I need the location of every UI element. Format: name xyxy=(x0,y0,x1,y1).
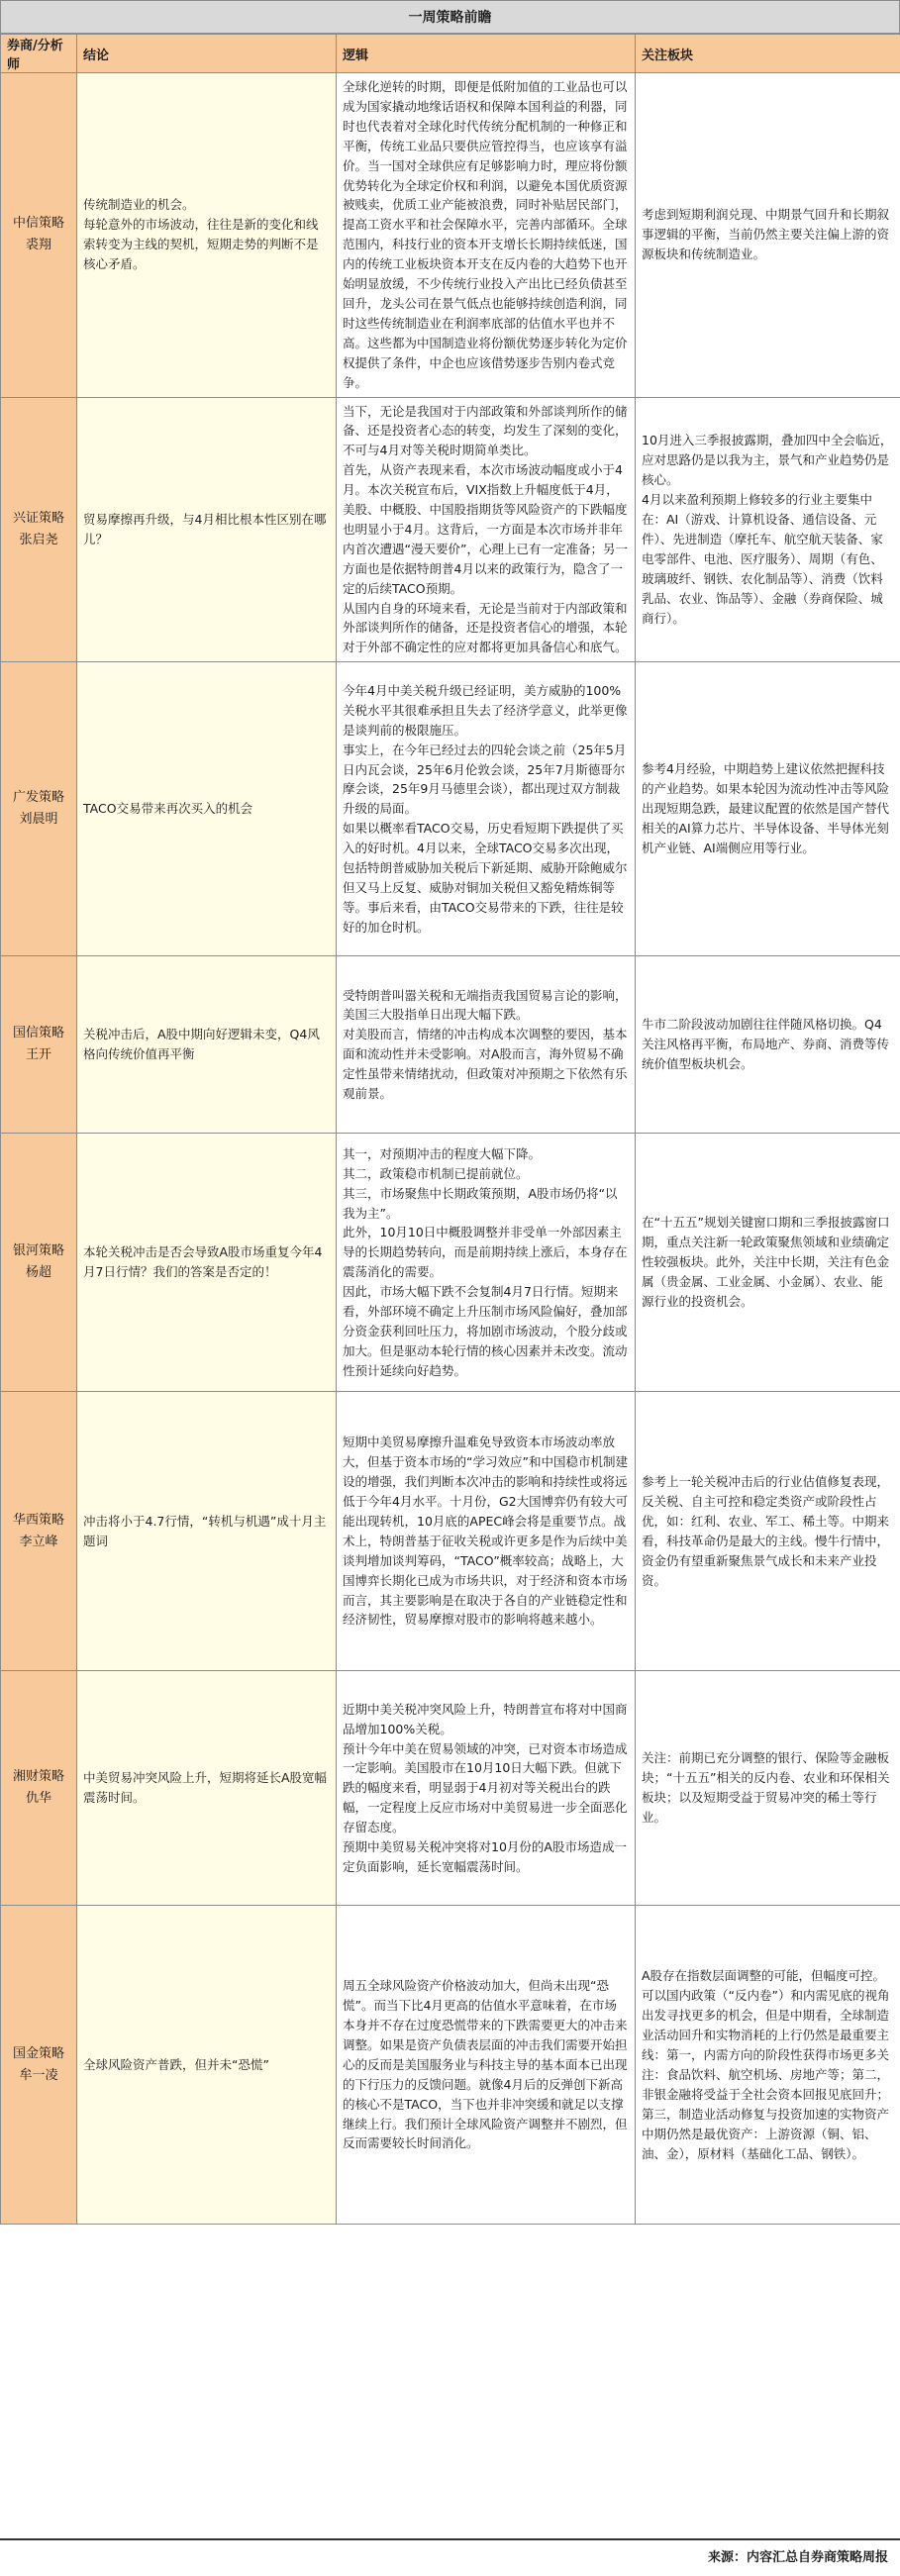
table-row xyxy=(1,397,900,662)
sectors-cell: 参考上一轮关税冲击后的行业估值修复表现，反关税、自主可控和稳定类资产或阶段性占优，如：红利、农业、军工、稀土等。中期来看，科技革命仍是最大的主线。慢牛行情中，资金仍有望重新聚焦景气成长和未来产业投资。 xyxy=(636,1392,900,1671)
firm-cell xyxy=(1,1906,77,2225)
conclusion-cell: 传统制造业的机会。 每轮意外的市场波动，往往是新的变化和线索转变为主线的契机，短期走势的判断不是核心矛盾。 xyxy=(77,73,337,398)
page-title: 一周策略前瞻 xyxy=(0,0,900,34)
conclusion-cell: 全球风险资产普跌，但并未“恐慌” xyxy=(77,1906,337,2225)
firm-cell xyxy=(1,956,77,1134)
conclusion-cell: 冲击将小于4.7行情，“转机与机遇”成十月主题词 xyxy=(77,1392,337,1671)
header-conclusion: 结论 xyxy=(77,35,337,73)
firm-name: 国金策略 xyxy=(7,2043,70,2065)
table-row xyxy=(1,1134,900,1392)
firm-name: 中信策略 xyxy=(7,213,70,235)
table-row xyxy=(1,956,900,1134)
sectors-cell: 牛市二阶段波动加剧往往伴随风格切换。Q4关注风格再平衡，布局地产、券商、消费等传统价值型板块机会。 xyxy=(636,956,900,1134)
firm-cell xyxy=(1,73,77,398)
firm-cell xyxy=(1,1134,77,1392)
source-note: 来源：内容汇总自券商策略周报 xyxy=(0,2538,900,2574)
firm-name: 兴证策略 xyxy=(7,508,70,530)
logic-cell: 今年4月中美关税升级已经证明，美方威胁的100%关税水平其很难承担且失去了经济学意义，此举更像是谈判前的极限施压。 事实上，在今年已经过去的四轮会谈之前（25年5月日内瓦会谈，25年6月伦敦会谈，25年7月斯德哥尔摩会谈，25年9月马德里会谈），都出现过双方制裁升级的局面。 如果以概率看TACO交易，历史看短期下跌提供了买入的好时机。4月以来，全球TACO交易多次出现，包括特朗普威胁加关税后下新延期、威胁开除鲍威尔但又马上反复、威胁对铜加关税但又豁免精炼铜等等。事后来看，由TACO交易带来的下跌，往往是较好的加仓时机。 xyxy=(337,662,636,956)
analyst-name: 牟一凌 xyxy=(7,2065,70,2087)
conclusion-cell: TACO交易带来再次买入的机会 xyxy=(77,662,337,956)
sectors-cell: 参考4月经验，中期趋势上建议依然把握科技的产业趋势。如果本轮因为流动性冲击等风险出现短期急跌，最建议配置的依然是国产替代相关的AI算力芯片、半导体设备、半导体光刻机产业链、AI端侧应用等行业。 xyxy=(636,662,900,956)
table-row xyxy=(1,1906,900,2225)
firm-cell xyxy=(1,1392,77,1671)
sectors-cell: 考虑到短期利润兑现、中期景气回升和长期叙事逻辑的平衡，当前仍然主要关注偏上游的资源板块和传统制造业。 xyxy=(636,73,900,398)
logic-cell: 短期中美贸易摩擦升温难免导致资本市场波动率放大，但基于资本市场的“学习效应”和中国稳市机制建设的增强，我们判断本次冲击的影响和持续性或将远低于今年4月水平。十月份，G2大国博弈仍有较大可能出现转机，10月底的APEC峰会将是重要节点。战术上，特朗普基于征收关税或许更多是作为后续中美谈判增加谈判筹码，“TACO”概率较高；战略上，大国博弈长期化已成为市场共识，对于经济和资本市场而言，其主要影响是在取决于各自的产业链稳定性和经济韧性，贸易摩擦对股市的影响将越来越小。 xyxy=(337,1392,636,1671)
sectors-cell: 10月进入三季报披露期，叠加四中全会临近，应对思路仍是以我为主，景气和产业趋势仍是核心。 4月以来盈利预期上修较多的行业主要集中在：AI（游戏、计算机设备、通信设备、元件）、先进制造（摩托车、航空航天装备、家电零部件、电池、医疗服务）、周期（有色、玻璃玻纤、钢铁、农化制品等）、消费（饮料乳品、农业、饰品等）、金融（券商保险、城商行）。 xyxy=(636,397,900,662)
conclusion-cell: 关税冲击后，A股中期向好逻辑未变，Q4风格向传统价值再平衡 xyxy=(77,956,337,1134)
firm-cell xyxy=(1,397,77,662)
conclusion-cell: 本轮关税冲击是否会导致A股市场重复今年4月7日行情？我们的答案是否定的！ xyxy=(77,1134,337,1392)
analyst-name: 仇华 xyxy=(7,1788,70,1810)
firm-name: 广发策略 xyxy=(7,787,70,809)
table-row xyxy=(1,1671,900,1906)
header-logic: 逻辑 xyxy=(337,35,636,73)
table-row xyxy=(1,1392,900,1671)
analyst-name: 李立峰 xyxy=(7,1532,70,1553)
analyst-name: 张启尧 xyxy=(7,530,70,551)
strategy-table xyxy=(0,34,900,2225)
table-row xyxy=(1,662,900,956)
table-row xyxy=(1,73,900,398)
firm-name: 华西策略 xyxy=(7,1510,70,1532)
conclusion-cell: 贸易摩擦再升级，与4月相比根本性区别在哪儿？ xyxy=(77,397,337,662)
table-header-row xyxy=(1,35,900,73)
sectors-cell: A股存在指数层面调整的可能，但幅度可控。 可以国内政策（“反内卷”）和内需见底的视角出发寻找更多的机会，但是中期看，全球制造业活动回升和实物消耗的上行仍然是最重要主线：第一，内需方向的阶段性获得市场更多关注：食品饮料、航空机场、房地产等；第二，非银金融将受益于全社会资本回报见底回升；第三，制造业活动修复与投资加速的实物资产中期仍然是最优资产：上游资源（铜、铝、油、金），原材料（基础化工品、钢铁）。 xyxy=(636,1906,900,2225)
firm-name: 银河策略 xyxy=(7,1240,70,1262)
analyst-name: 王开 xyxy=(7,1044,70,1066)
logic-cell: 其一，对预期冲击的程度大幅下降。 其二，政策稳市机制已提前就位。 其三，市场聚焦中长期政策预期，A股市场仍将“以我为主”。 此外，10月10日中概股调整并非受单一外部因素主导的长期趋势转向，而是前期持续上涨后，本身存在震荡消化的需要。 因此，市场大幅下跌不会复制4月7日行情。短期来看，外部环境不确定上升压制市场风险偏好，叠加部分资金获利回吐压力，将加剧市场波动，个股分歧或加大。但是驱动本轮行情的核心因素并未改变。流动性预计延续向好趋势。 xyxy=(337,1134,636,1392)
sectors-cell: 在“十五五”规划关键窗口期和三季报披露窗口期，重点关注新一轮政策聚焦领域和业绩确定性较强板块。此外，关注中长期，关注有色金属（贵金属、工业金属、小金属）、农业、能源行业的投资机会。 xyxy=(636,1134,900,1392)
analyst-name: 裘翔 xyxy=(7,235,70,256)
firm-name: 湘财策略 xyxy=(7,1766,70,1788)
logic-cell: 当下，无论是我国对于内部政策和外部谈判所作的储备、还是投资者心态的转变，均发生了深刻的变化，不可与4月对等关税时期简单类比。 首先，从资产表现来看，本次市场波动幅度或小于4月。本次关税宣布后，VIX指数上升幅度低于4月，美股、中概股、中国股指期货等风险资产的下跌幅度也明显小于4月。这背后，一方面是本次市场并非年内首次遭遇“漫天要价”，心理上已有一定准备；另一方面也是依据特朗普4月以来的政策行为，隐含了一定的后续TACO预期。 从国内自身的环境来看，无论是当前对于内部政策和外部谈判所作的储备，还是投资者信心的增强，本轮对于外部不确定性的应对都将更加具备信心和底气。 xyxy=(337,397,636,662)
logic-cell: 近期中美关税冲突风险上升，特朗普宣布将对中国商品增加100%关税。 预计今年中美在贸易领域的冲突，已对资本市场造成一定影响。美国股市在10月10日大幅下跌。但就下跌的幅度来看，明显弱于4月初对等关税出台的跌幅，一定程度上反应市场对中美贸易进一步全面恶化存留态度。 预期中美贸易关税冲突将对10月份的A股市场造成一定负面影响，延长宽幅震荡时间。 xyxy=(337,1671,636,1906)
analyst-name: 刘晨明 xyxy=(7,809,70,831)
firm-cell xyxy=(1,1671,77,1906)
logic-cell: 受特朗普叫嚣关税和无端指责我国贸易言论的影响，美国三大股指单日出现大幅下跌。 对美股而言，情绪的冲击构成本次调整的要因，基本面和流动性并未受影响。对A股而言，海外贸易不确定性虽带来情绪扰动，但政策对冲预期之下依然有乐观前景。 xyxy=(337,956,636,1134)
firm-name: 国信策略 xyxy=(7,1023,70,1044)
sectors-cell: 关注：前期已充分调整的银行、保险等金融板块；“十五五”相关的反内卷、农业和环保相关板块；以及短期受益于贸易冲突的稀土等行业。 xyxy=(636,1671,900,1906)
header-sectors: 关注板块 xyxy=(636,35,900,73)
firm-cell xyxy=(1,662,77,956)
logic-cell: 全球化逆转的时期，即便是低附加值的工业品也可以成为国家撬动地缘话语权和保障本国利益的利器，同时也代表着对全球化时代传统分配机制的一种修正和平衡，传统工业品只要供应管控得当，也应该享有溢价。当一国对全球供应有足够影响力时，理应将份额优势转化为全球定价权和利润，以避免本国优质资源被贱卖，优质工业产能被浪费，同时补贴居民部门，提高工资水平和社会保障水平，完善内部循环。全球范围内，科技行业的资本开支增长长期持续低迷，国内的传统工业板块资本开支在反内卷的大趋势下也开始明显放缓，不少传统行业投入产出比已经负债甚至回升，龙头公司在景气低点也能够持续创造利润，同时这些传统制造业在利润率底部的估值水平也并不高。这些都为中国制造业将份额优势逐步转化为定价权提供了条件，中企也应该借势逐步告别内卷式竞争。 xyxy=(337,73,636,398)
analyst-name: 杨超 xyxy=(7,1262,70,1284)
header-firm-analyst: 券商/分析师 xyxy=(1,35,77,73)
conclusion-cell: 中美贸易冲突风险上升，短期将延长A股宽幅震荡时间。 xyxy=(77,1671,337,1906)
logic-cell: 周五全球风险资产价格波动加大，但尚未出现“恐慌”。而当下比4月更高的估值水平意味着，在市场本身并不存在过度恐慌带来的下跌需要更大的冲击来调整。如果是资产负债表层面的冲击我们需要开始担心的反而是美国服务业与科技主导的基本面本已出现的下行压力的反馈问题。就像4月后的反弹创下新高的核心不是TACO，当下也并非冲突缓和就足以支撑继续上行。我们预计全球风险资产调整并不剧烈，但反而需要较长时间消化。 xyxy=(337,1906,636,2225)
